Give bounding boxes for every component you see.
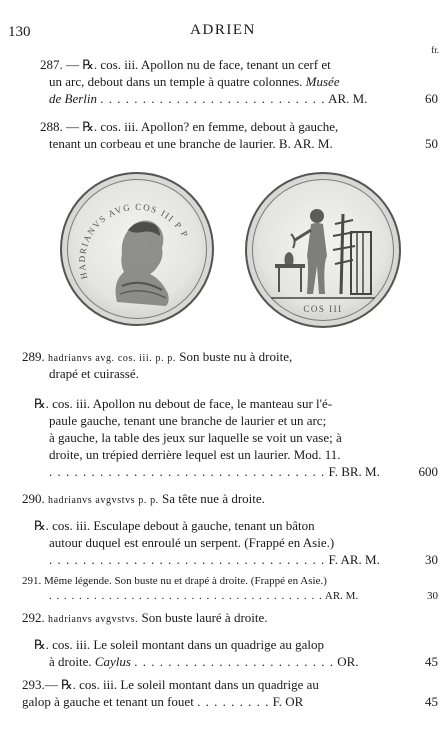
- entry-292-direction: à droite.: [49, 654, 92, 669]
- entry-290-desc: Sa tête nue à droite.: [162, 491, 265, 506]
- entry-291-leader: . . . . . . . . . . . . . . . . . . . . . . . . . . . . . . . . . . . . .: [49, 590, 323, 602]
- entry-292-reverse-line1: ℞. cos. iii. Le soleil montant dans un quadrige au galop: [34, 637, 325, 652]
- entry-287-line3: [49, 90, 367, 107]
- currency-unit: fr.: [431, 45, 439, 55]
- page-number: 130: [8, 24, 31, 40]
- entry-288-line2: tenant un corbeau et une branche de laurier. B. AR. M.: [49, 136, 333, 151]
- entry-292-line1: [22, 609, 268, 628]
- entry-289-number: 289.: [22, 349, 45, 364]
- entry-289-reverse-line2: paule gauche, tenant une branche de laurier et un arc;: [49, 413, 327, 428]
- entry-287-desc: un arc, debout dans un temple à quatre colonnes.: [49, 74, 303, 89]
- coin-reverse-image: [245, 172, 401, 328]
- entry-292-reverse-line2: [49, 653, 359, 670]
- entry-287-museum-city: de Berlin: [49, 91, 98, 106]
- entry-289-reverse-line3: à gauche, la table des jeux sur laquelle se voit un vase; à: [49, 430, 342, 445]
- entry-292-price: 45: [425, 654, 438, 669]
- entry-292-legend: hadrianvs avgvstvs.: [48, 614, 139, 625]
- entry-292-metal: OR.: [337, 654, 359, 669]
- entry-287-metal: AR. M.: [328, 91, 368, 106]
- entry-287-museum: Musée: [305, 74, 340, 89]
- entry-289-price: 600: [418, 464, 438, 479]
- entry-290-leader: . . . . . . . . . . . . . . . . . . . . . . . . . . . . . . . . .: [49, 552, 326, 567]
- entry-291-line1: 291. Même légende. Son buste nu et drapé à droite. (Frappé en Asie.): [22, 575, 327, 587]
- entry-289-line2: drapé et cuirassé.: [49, 366, 139, 381]
- entry-290-price: 30: [425, 552, 438, 567]
- entry-289-legend: hadrianvs avg. cos. iii. p. p.: [48, 353, 176, 364]
- entry-291-metal: AR. M.: [324, 590, 359, 602]
- entry-290-reverse-line3: [49, 551, 380, 568]
- entry-290-legend: hadrianvs avgvstvs p. p.: [48, 495, 159, 506]
- entry-292-leader: . . . . . . . . . . . . . . . . . . . . . . . .: [134, 654, 334, 669]
- entry-289-leader: . . . . . . . . . . . . . . . . . . . . . . . . . . . . . . . . .: [49, 464, 326, 479]
- entry-287-leader: . . . . . . . . . . . . . . . . . . . . . . . . . . .: [100, 91, 326, 106]
- hadrian-bust-icon: [62, 174, 212, 324]
- entry-290-reverse-line1: ℞. cos. iii. Esculape debout à gauche, tenant un bâton: [34, 518, 315, 533]
- entry-293-price: 45: [425, 694, 438, 709]
- entry-287-price: 60: [425, 91, 438, 106]
- coin-obverse-image: [60, 172, 214, 326]
- entry-291-line2: [49, 588, 358, 605]
- entry-288-price: 50: [425, 136, 438, 151]
- entry-291-price: 30: [427, 590, 438, 602]
- entry-287-line2: [49, 73, 340, 90]
- entry-290-reverse-line2: autour duquel est enroulé un serpent. (Frappé en Asie.): [49, 535, 335, 550]
- entry-289-reverse-line1: ℞. cos. iii. Apollon nu debout de face, le manteau sur l'é-: [34, 396, 333, 411]
- reverse-legend: COS III: [303, 304, 343, 314]
- entry-292-source: Caylus: [94, 654, 131, 669]
- entry-293-leader: . . . . . . . . .: [197, 694, 270, 709]
- apollon-figure-icon: [247, 174, 399, 326]
- entry-289-reverse-line4: droite, un trépied derrière lequel est un laurier. Mod. 11.: [49, 447, 341, 462]
- entry-290-metal: F. AR. M.: [328, 552, 380, 567]
- obverse-legend: HADRIANVS AVG COS III P P: [76, 201, 191, 281]
- entry-293-metal: F. OR: [272, 694, 304, 709]
- page-title: ADRIEN: [190, 22, 256, 38]
- entry-287-line1: 287. — ℞. cos. iii. Apollon nu de face, tenant un cerf et: [40, 57, 331, 72]
- entry-293-line2: [22, 693, 303, 710]
- entry-292-number: 292.: [22, 610, 45, 625]
- entry-292-desc: Son buste lauré à droite.: [141, 610, 268, 625]
- entry-293-line1: 293.— ℞. cos. iii. Le soleil montant dans un quadrige au: [22, 677, 319, 692]
- entry-293-desc: galop à gauche et tenant un fouet: [22, 694, 194, 709]
- entry-290-line1: [22, 490, 265, 509]
- entry-289-metal: F. BR. M.: [328, 464, 380, 479]
- entry-290-number: 290.: [22, 491, 45, 506]
- entry-289-reverse-line5: [49, 463, 380, 480]
- entry-288-line1: 288. — ℞. cos. iii. Apollon? en femme, debout à gauche,: [40, 119, 339, 134]
- entry-289-desc: Son buste nu à droite,: [179, 349, 293, 364]
